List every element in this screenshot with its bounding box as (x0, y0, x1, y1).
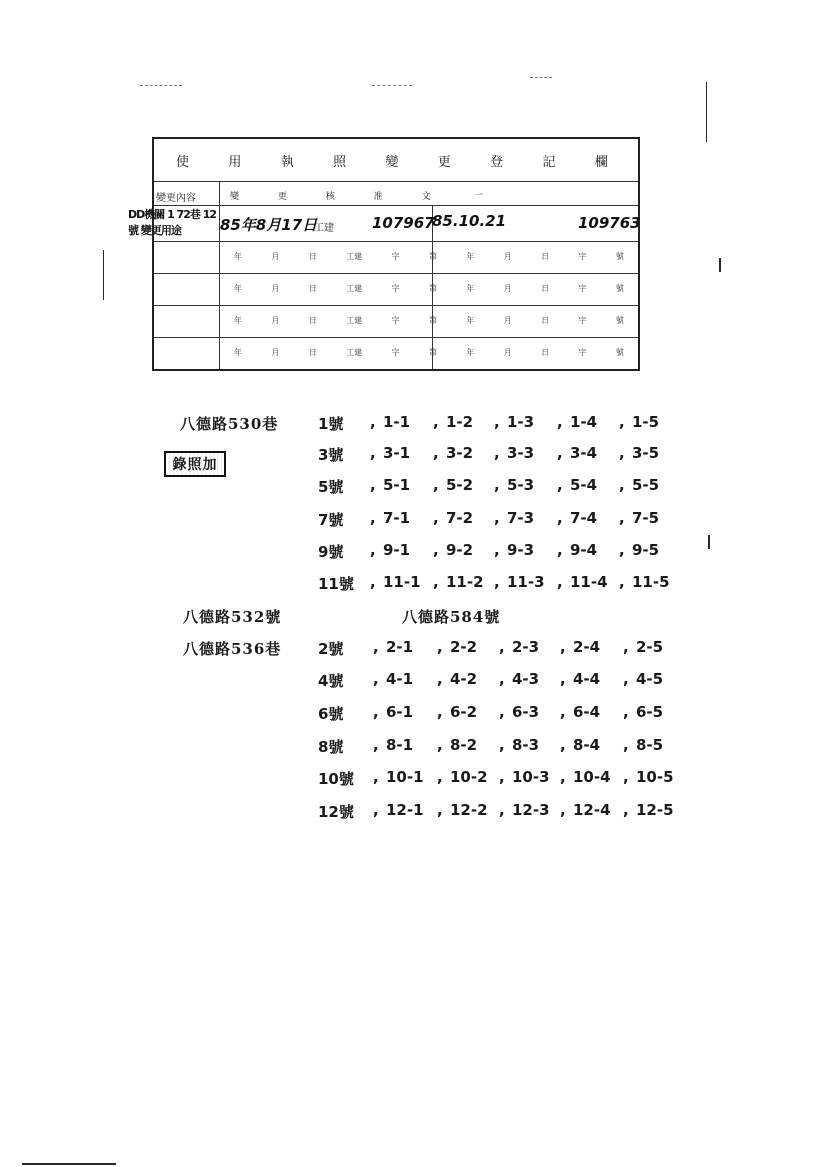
scan-edge-left (103, 250, 104, 300)
scan-dash-top-3 (530, 77, 552, 78)
sub-number: 7-5 (632, 509, 660, 527)
separator: , (557, 509, 563, 527)
table-blank-row (154, 337, 638, 369)
separator: , (373, 703, 379, 721)
separator: , (557, 413, 563, 431)
house-number: 5號 (318, 478, 344, 496)
separator: , (619, 444, 625, 462)
title-char: 更 (437, 154, 453, 170)
table-header-row (154, 181, 638, 205)
separator: , (433, 444, 439, 462)
separator: , (370, 413, 376, 431)
table-blank-row (154, 241, 638, 273)
house-number: 2號 (318, 640, 344, 658)
sub-number: 3-4 (570, 444, 598, 462)
cell: 字 (578, 284, 587, 293)
sub-number: 7-3 (507, 509, 535, 527)
cell: 第 (428, 284, 437, 293)
title-char: 執 (280, 154, 296, 170)
sub-number: 12-4 (573, 801, 611, 819)
cell: 日 (541, 252, 550, 261)
cell: 月 (271, 348, 280, 357)
header-columns: 變 更 核 准 文 (230, 192, 449, 202)
sub-number: 9-1 (383, 541, 411, 559)
separator: , (619, 541, 625, 559)
separator: , (560, 736, 566, 754)
cell: 年 (234, 252, 242, 261)
cell: 年 (466, 348, 475, 357)
sub-number: 10-4 (573, 768, 611, 786)
sub-number: 9-3 (507, 541, 535, 559)
separator: , (499, 638, 505, 656)
separator: , (619, 476, 625, 494)
separator: , (370, 573, 376, 591)
cell: 字 (391, 316, 400, 325)
sub-number: 12-3 (512, 801, 550, 819)
sub-number: 8-1 (386, 736, 414, 754)
address-row (0, 638, 830, 670)
separator: , (433, 541, 439, 559)
separator: , (494, 573, 500, 591)
separator: , (623, 768, 629, 786)
cell: 日 (308, 284, 317, 293)
address-row (0, 703, 830, 735)
cell: 日 (308, 348, 317, 357)
handwritten-number-2: 109763 (578, 214, 641, 232)
cell: 工建 (346, 252, 363, 261)
separator: , (623, 638, 629, 656)
separator: , (560, 670, 566, 688)
separator: , (370, 509, 376, 527)
cell: 年 (466, 316, 475, 325)
single-number-584: 八德路584號 (402, 608, 501, 626)
separator: , (437, 703, 443, 721)
cell: 年 (234, 284, 242, 293)
cell: 字 (578, 348, 587, 357)
sub-number: 2-2 (450, 638, 478, 656)
left-column-cell (154, 242, 220, 273)
sub-number: 5-2 (446, 476, 474, 494)
separator: , (373, 736, 379, 754)
separator: , (623, 670, 629, 688)
separator: , (437, 670, 443, 688)
house-number: 6號 (318, 705, 344, 723)
sub-number: 3-5 (632, 444, 660, 462)
sub-number: 12-2 (450, 801, 488, 819)
sub-number: 6-1 (386, 703, 414, 721)
cell: 年 (234, 348, 242, 357)
title-char: 變 (385, 154, 401, 170)
sub-number: 2-4 (573, 638, 601, 656)
scan-mark-right (719, 258, 721, 272)
cell: 工建 (346, 284, 363, 293)
left-column-cell (154, 182, 220, 205)
scan-dash-top-2 (372, 85, 412, 86)
cell: 號 (615, 348, 624, 357)
house-number: 12號 (318, 803, 354, 821)
sub-number: 12-5 (636, 801, 674, 819)
house-number: 7號 (318, 511, 344, 529)
sub-number: 8-4 (573, 736, 601, 754)
sub-number: 10-3 (512, 768, 550, 786)
separator: , (623, 801, 629, 819)
sub-number: 4-1 (386, 670, 414, 688)
separator: , (560, 638, 566, 656)
separator: , (560, 768, 566, 786)
sub-number: 9-2 (446, 541, 474, 559)
sub-number: 11-2 (446, 573, 484, 591)
separator: , (373, 670, 379, 688)
separator: , (494, 444, 500, 462)
separator: , (494, 509, 500, 527)
cell: 第 (428, 252, 437, 261)
left-column-label: 變更內容 (156, 193, 196, 204)
separator: , (557, 541, 563, 559)
sub-number: 11-1 (383, 573, 421, 591)
cell: 字 (391, 348, 400, 357)
sub-number: 1-1 (383, 413, 411, 431)
sub-number: 2-5 (636, 638, 664, 656)
separator: , (619, 509, 625, 527)
sub-number: 1-5 (632, 413, 660, 431)
cell: 年 (234, 316, 242, 325)
cell: 月 (503, 284, 512, 293)
sub-number: 9-4 (570, 541, 598, 559)
cell: 月 (271, 252, 280, 261)
sub-number: 2-1 (386, 638, 414, 656)
separator: , (499, 670, 505, 688)
sub-number: 3-1 (383, 444, 411, 462)
house-number: 1號 (318, 415, 344, 433)
sub-number: 2-3 (512, 638, 540, 656)
title-char: 欄 (594, 154, 610, 170)
separator: , (619, 413, 625, 431)
single-number-532: 八德路532號 (183, 608, 282, 626)
address-row (0, 573, 830, 605)
cell: 日 (541, 284, 550, 293)
cell: 號 (615, 284, 624, 293)
separator: , (623, 736, 629, 754)
cell: 號 (615, 316, 624, 325)
title-char: 記 (542, 154, 558, 170)
title-char: 用 (228, 154, 244, 170)
separator: , (437, 801, 443, 819)
separator: , (494, 476, 500, 494)
cell: 月 (503, 252, 512, 261)
separator: , (437, 768, 443, 786)
separator: , (560, 801, 566, 819)
sub-number: 8-3 (512, 736, 540, 754)
title-char: 使 (176, 154, 192, 170)
cell: 日 (308, 252, 317, 261)
cell: 月 (271, 316, 280, 325)
blank-row-cells (234, 347, 624, 358)
sub-number: 5-3 (507, 476, 535, 494)
blank-row-cells (234, 251, 624, 262)
sub-number: 6-5 (636, 703, 664, 721)
sub-number: 11-4 (570, 573, 608, 591)
sub-number: 9-5 (632, 541, 660, 559)
table-blank-row (154, 305, 638, 337)
address-row (0, 413, 830, 445)
separator: , (557, 444, 563, 462)
stamp-box: 錄照加 (164, 451, 226, 477)
sub-number: 3-2 (446, 444, 474, 462)
sub-number: 7-4 (570, 509, 598, 527)
blank-row-cells (234, 315, 624, 326)
sub-number: 1-3 (507, 413, 535, 431)
header-tail: 一 (474, 191, 484, 201)
separator: , (373, 768, 379, 786)
cell: 年 (466, 284, 475, 293)
address-row (0, 541, 830, 573)
sub-number: 10-1 (386, 768, 424, 786)
registration-table (152, 137, 640, 371)
sub-number: 12-1 (386, 801, 424, 819)
handwritten-date: 85年8月17日 (220, 216, 318, 234)
separator: , (370, 444, 376, 462)
separator: , (370, 476, 376, 494)
cell: 字 (578, 316, 587, 325)
cell: 字 (578, 252, 587, 261)
handwritten-left-note: DD機關 1 72巷 12號 變更用途 (128, 208, 217, 237)
house-number: 3號 (318, 446, 344, 464)
address-row (0, 509, 830, 541)
table-blank-row (154, 273, 638, 305)
sub-number: 4-2 (450, 670, 478, 688)
blank-row-cells (234, 283, 624, 294)
cell: 月 (271, 284, 280, 293)
house-number: 9號 (318, 543, 344, 561)
cell: 字 (391, 252, 400, 261)
sub-number: 4-5 (636, 670, 664, 688)
separator: , (433, 509, 439, 527)
handwritten-number: 107967 (372, 214, 435, 232)
cell: 工建 (346, 316, 363, 325)
scan-bottom-line (22, 1163, 116, 1165)
house-number: 11號 (318, 575, 354, 593)
title-char: 照 (333, 154, 349, 170)
separator: , (373, 801, 379, 819)
separator: , (560, 703, 566, 721)
separator: , (499, 736, 505, 754)
house-number: 8號 (318, 738, 344, 756)
separator: , (433, 476, 439, 494)
sub-number: 7-1 (383, 509, 411, 527)
separator: , (494, 541, 500, 559)
separator: , (494, 413, 500, 431)
separator: , (499, 801, 505, 819)
sub-number: 5-4 (570, 476, 598, 494)
cell: 日 (308, 316, 317, 325)
sub-number: 1-2 (446, 413, 474, 431)
scan-dash-top (140, 85, 182, 86)
separator: , (370, 541, 376, 559)
separator: , (499, 768, 505, 786)
cell: 工建 (346, 348, 363, 357)
sub-number: 4-4 (573, 670, 601, 688)
separator: , (619, 573, 625, 591)
address-row (0, 444, 830, 476)
sub-number: 4-3 (512, 670, 540, 688)
sub-number: 3-3 (507, 444, 535, 462)
separator: , (433, 413, 439, 431)
sub-number: 5-1 (383, 476, 411, 494)
sub-number: 1-4 (570, 413, 598, 431)
sub-number: 6-4 (573, 703, 601, 721)
sub-number: 5-5 (632, 476, 660, 494)
address-row (0, 768, 830, 800)
left-column-cell (154, 274, 220, 305)
sub-number: 7-2 (446, 509, 474, 527)
title-char: 登 (490, 154, 506, 170)
sub-number: 6-3 (512, 703, 540, 721)
sub-number: 11-3 (507, 573, 545, 591)
address-row (0, 801, 830, 833)
cell: 日 (541, 348, 550, 357)
scan-edge-right (706, 82, 707, 142)
cell: 字 (391, 284, 400, 293)
sub-number: 8-2 (450, 736, 478, 754)
lane-536-prefix: 八德路536巷 (183, 640, 282, 658)
left-column-cell (154, 338, 220, 369)
address-row (0, 476, 830, 508)
lane-530-prefix: 八德路530巷 (180, 415, 279, 433)
address-row (0, 670, 830, 702)
separator: , (437, 736, 443, 754)
filled-row-mid-label: 工建 (314, 223, 334, 234)
house-number: 10號 (318, 770, 354, 788)
separator: , (499, 703, 505, 721)
registration-table-title (154, 139, 638, 181)
cell: 年 (466, 252, 475, 261)
separator: , (623, 703, 629, 721)
cell: 號 (615, 252, 624, 261)
separator: , (373, 638, 379, 656)
cell: 日 (541, 316, 550, 325)
sub-number: 6-2 (450, 703, 478, 721)
cell: 第 (428, 348, 437, 357)
sub-number: 10-2 (450, 768, 488, 786)
cell: 月 (503, 348, 512, 357)
handwritten-date-2: 85.10.21 (432, 212, 507, 230)
cell: 月 (503, 316, 512, 325)
separator: , (437, 638, 443, 656)
separator: , (557, 476, 563, 494)
address-row (0, 736, 830, 768)
sub-number: 8-5 (636, 736, 664, 754)
left-column-cell (154, 306, 220, 337)
house-number: 4號 (318, 672, 344, 690)
table-filled-row (154, 205, 641, 241)
sub-number: 11-5 (632, 573, 670, 591)
sub-number: 10-5 (636, 768, 674, 786)
separator: , (433, 573, 439, 591)
separator: , (557, 573, 563, 591)
cell: 第 (428, 316, 437, 325)
